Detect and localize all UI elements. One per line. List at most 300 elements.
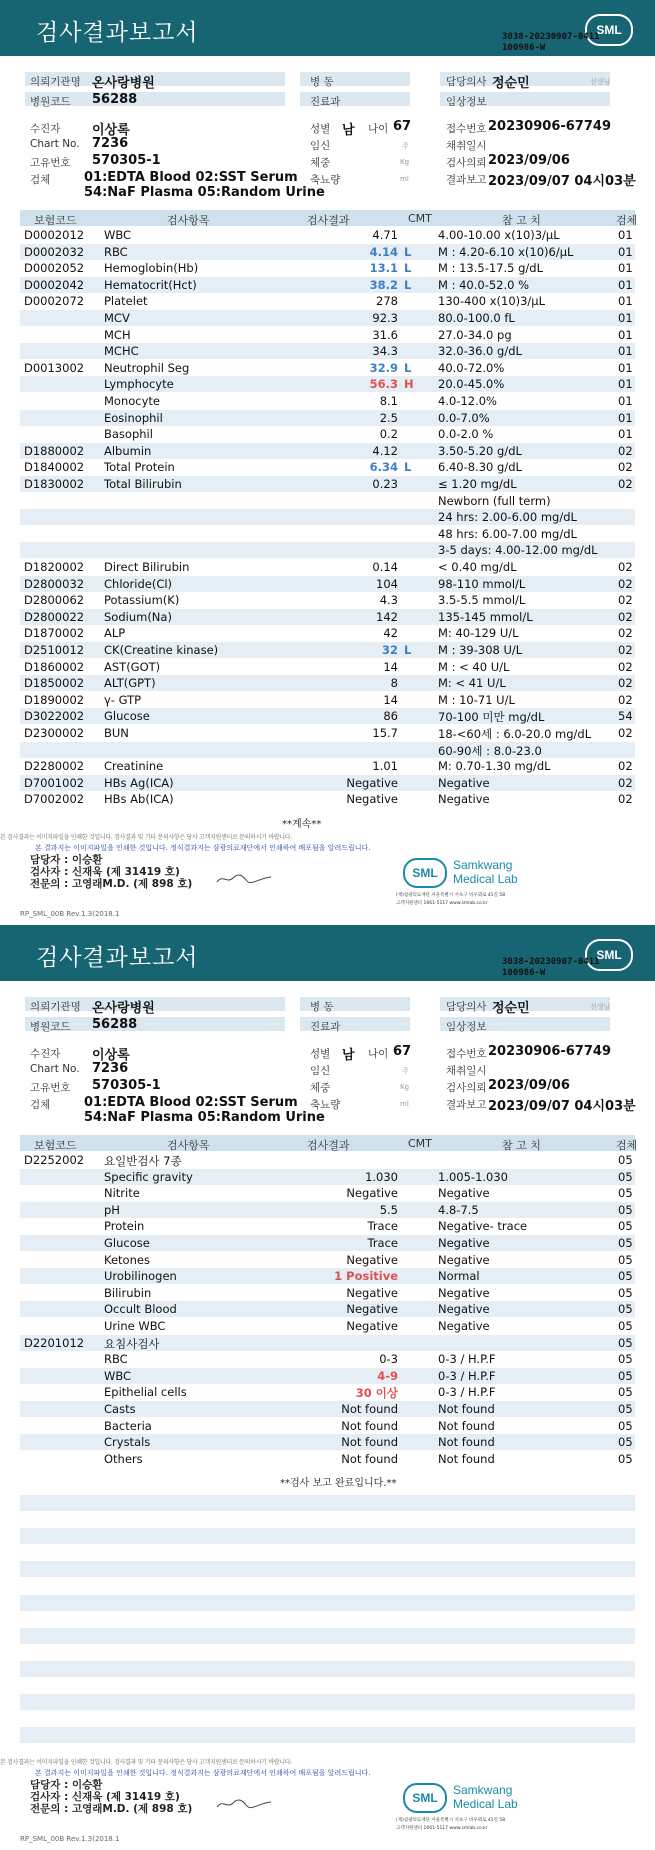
- cell-reference: 0.0-2.0 %: [438, 427, 494, 442]
- table-row: [20, 376, 635, 392]
- tester-line: 검사자 : 신재욱 (제 31419 호): [30, 1791, 180, 1803]
- col-reference-header: 참 고 치: [502, 1139, 541, 1152]
- table-row: [20, 642, 635, 658]
- cell-result: 14: [383, 692, 398, 707]
- cell-item: AST(GOT): [104, 659, 161, 674]
- cell-item: WBC: [104, 228, 132, 242]
- ward-label: 병 동: [310, 76, 334, 88]
- patient-value: 이상록: [92, 1048, 130, 1063]
- cell-result: 278: [376, 294, 398, 309]
- receipt-label: 접수번호: [446, 1048, 487, 1060]
- table-row: [20, 1169, 635, 1185]
- cell-item: Total Bilirubin: [104, 477, 182, 491]
- cell-specimen: 02: [618, 676, 633, 691]
- cell-item: Basophil: [104, 427, 153, 442]
- specialist-line: 전문의 : 고영래M.D. (제 898 호): [30, 878, 193, 890]
- cell-reference: Negative- trace: [438, 1219, 528, 1234]
- cell-specimen: 02: [618, 477, 633, 491]
- cell-result: 8.1: [379, 394, 398, 408]
- cell-reference: Negative: [438, 792, 490, 807]
- footer-notice: 본 결과지는 이미지파일을 인쇄한 것입니다. 정식결과지는 삼광의료재단에서 인쇄하여 배포됨을 알려드립니다.: [35, 1769, 371, 1777]
- cell-item: 요침사검사: [104, 1336, 160, 1351]
- table-row: [20, 659, 635, 675]
- cell-specimen: 05: [618, 1252, 633, 1267]
- col-code-header: 보험코드: [34, 1139, 77, 1152]
- table-row: [20, 343, 635, 359]
- specialist-line: 전문의 : 고영래M.D. (제 898 호): [30, 1803, 193, 1815]
- cell-item: Urobilinogen: [104, 1269, 177, 1284]
- cell-flag: H: [404, 377, 414, 392]
- cell-specimen: 01: [618, 394, 633, 408]
- cell-result: 0-3: [379, 1352, 398, 1367]
- table-row: [20, 1268, 635, 1284]
- cell-result: 38.2: [369, 277, 398, 292]
- empty-row: [20, 1578, 635, 1594]
- sml-logo: SML: [585, 939, 633, 971]
- cell-reference: M : < 40 U/L: [438, 659, 510, 674]
- empty-row: [20, 1512, 635, 1528]
- cell-result: Negative: [346, 1252, 398, 1267]
- cell-item: RBC: [104, 1352, 128, 1367]
- cell-result: Negative: [346, 1319, 398, 1333]
- cell-item: Glucose: [104, 709, 150, 724]
- table-row: [20, 227, 635, 243]
- table-row: [20, 725, 635, 741]
- table-row: [20, 1185, 635, 1201]
- patient-label: 수진자: [30, 1048, 61, 1060]
- cell-item: Potassium(K): [104, 593, 180, 608]
- id-label: 고유번호: [30, 157, 71, 169]
- cell-code: D1870002: [24, 626, 85, 641]
- cell-reference: 80.0-100.0 fL: [438, 311, 515, 325]
- receipt-label: 접수번호: [446, 123, 487, 135]
- sml-brand-logo: SML: [403, 1783, 447, 1813]
- cell-reference: 0.0-7.0%: [438, 410, 490, 425]
- table-row: [20, 1218, 635, 1234]
- urine-unit: ml: [400, 175, 409, 183]
- request-value: 2023/09/06: [488, 1078, 570, 1093]
- table-row: [20, 1451, 635, 1467]
- empty-row: [20, 1495, 635, 1511]
- cell-result: Not found: [341, 1418, 398, 1433]
- cell-specimen: 01: [618, 344, 633, 359]
- table-row: [20, 775, 635, 791]
- empty-row: [20, 1661, 635, 1677]
- cell-code: D0013002: [24, 360, 85, 375]
- cell-code: D2800062: [24, 593, 85, 608]
- sex-value: 남: [342, 1048, 355, 1063]
- id-label: 고유번호: [30, 1082, 71, 1094]
- cell-result: Trace: [367, 1236, 398, 1250]
- cell-item: Lymphocyte: [104, 377, 174, 392]
- col-cmt-header: CMT: [408, 1137, 432, 1150]
- table-row: [20, 277, 635, 293]
- table-row: [20, 393, 635, 409]
- doctor-label: 담당의사: [446, 76, 487, 88]
- table-row: [20, 1301, 635, 1317]
- cell-reference: 3-5 days: 4.00-12.00 mg/dL: [438, 543, 598, 558]
- manager-line: 담당자 : 이승환: [30, 854, 103, 866]
- cell-item: Casts: [104, 1402, 136, 1416]
- institution-value: 온사랑병원: [92, 1001, 155, 1016]
- age-value: 67: [393, 119, 412, 134]
- cell-result: 4.71: [372, 228, 398, 242]
- table-row: [20, 526, 635, 542]
- specimen-label: 검체: [30, 174, 51, 186]
- cell-code: D0002072: [24, 294, 85, 309]
- cell-code: D0002012: [24, 228, 85, 242]
- cell-specimen: 02: [618, 460, 633, 475]
- cell-reference: 60-90세 : 8.0-23.0: [438, 743, 542, 758]
- cell-specimen: 05: [618, 1269, 633, 1284]
- cell-item: Urine WBC: [104, 1319, 166, 1333]
- cell-reference: 27.0-34.0 pg: [438, 327, 512, 342]
- collect-label: 채취일시: [446, 1065, 487, 1077]
- cell-item: Hemoglobin(Hb): [104, 261, 199, 276]
- report-label: 결과보고: [446, 1099, 487, 1111]
- patient-value: 이상록: [92, 123, 130, 138]
- report-title: 검사결과보고서: [36, 945, 199, 971]
- table-row: [20, 310, 635, 326]
- sml-logo: SML: [585, 14, 633, 46]
- institution-label: 의뢰기관명: [30, 76, 81, 88]
- cell-code: D2201012: [24, 1335, 85, 1350]
- cell-result: 32.9: [369, 360, 398, 375]
- table-row: [20, 360, 635, 376]
- cell-result: 4-9: [377, 1368, 398, 1383]
- cell-result: Negative: [346, 775, 398, 790]
- ward-label: 병 동: [310, 1001, 334, 1013]
- cell-item: Monocyte: [104, 394, 160, 408]
- clinical-info-label: 임상정보: [446, 1021, 487, 1033]
- table-row: [20, 1418, 635, 1434]
- specimen-line-1: 01:EDTA Blood 02:SST Serum: [84, 170, 298, 185]
- request-label: 검사의뢰: [446, 1082, 487, 1094]
- table-row: [20, 742, 635, 758]
- brand-name-1: Samkwang: [453, 1783, 513, 1797]
- cell-result: 104: [376, 576, 398, 591]
- cell-item: Direct Bilirubin: [104, 560, 190, 574]
- table-row: [20, 410, 635, 426]
- table-row: [20, 1351, 635, 1367]
- cell-code: D7001002: [24, 775, 85, 790]
- doctor-value: 정순민: [492, 1001, 530, 1016]
- cell-result: 0.2: [379, 427, 398, 442]
- cell-specimen: 01: [618, 261, 633, 276]
- cell-result: 1.030: [365, 1169, 398, 1184]
- cell-result: 6.34: [369, 460, 398, 475]
- cell-specimen: 02: [618, 643, 633, 657]
- report-label: 결과보고: [446, 174, 487, 186]
- cell-specimen: 05: [618, 1302, 633, 1317]
- signature-image: [215, 1797, 275, 1811]
- brand-name-2: Medical Lab: [453, 872, 518, 886]
- chart-value: 7236: [92, 1061, 129, 1076]
- cell-reference: M : 13.5-17.5 g/dL: [438, 261, 544, 276]
- table-row: [20, 625, 635, 641]
- cell-specimen: 02: [618, 609, 633, 624]
- cell-item: Protein: [104, 1219, 145, 1234]
- hospital-code-value: 56288: [92, 1017, 138, 1032]
- cell-result: Not found: [341, 1435, 398, 1450]
- dept-label: 진료과: [310, 1021, 341, 1033]
- cell-code: D3022002: [24, 709, 85, 724]
- result-table-header: [20, 210, 638, 227]
- cell-flag: L: [404, 360, 412, 375]
- hospital-code-label: 병원코드: [30, 1021, 71, 1033]
- table-row: [20, 675, 635, 691]
- cell-reference: < 0.40 mg/dL: [438, 560, 517, 574]
- cell-specimen: 02: [618, 626, 633, 641]
- cell-reference: 98-110 mmol/L: [438, 576, 526, 591]
- empty-row: [20, 1644, 635, 1660]
- chart-value: 7236: [92, 136, 129, 151]
- report-value: 2023/09/07 04시03분: [488, 174, 636, 189]
- cell-item: ALP: [104, 626, 126, 641]
- cell-specimen: 05: [618, 1319, 633, 1333]
- cell-reference: Newborn (full term): [438, 493, 551, 508]
- urine-label: 축뇨량: [310, 174, 341, 186]
- cell-specimen: 05: [618, 1352, 633, 1367]
- empty-row: [20, 1694, 635, 1710]
- cell-item: Platelet: [104, 294, 148, 309]
- cell-code: D1880002: [24, 443, 85, 458]
- brand-name-2: Medical Lab: [453, 1797, 518, 1811]
- table-row: [20, 559, 635, 575]
- specimen-line-1: 01:EDTA Blood 02:SST Serum: [84, 1095, 298, 1110]
- cell-reference: M : 10-71 U/L: [438, 692, 515, 707]
- cell-code: D7002002: [24, 792, 85, 807]
- cell-reference: 18-<60세 : 6.0-20.0 mg/dL: [438, 727, 592, 741]
- manager-line: 담당자 : 이승환: [30, 1779, 103, 1791]
- doctor-suffix: 선생님: [590, 78, 611, 86]
- chart-label: Chart No.: [30, 138, 80, 150]
- cell-reference: M: 0.70-1.30 mg/dL: [438, 759, 551, 774]
- cell-specimen: 01: [618, 360, 633, 375]
- col-result-header: 검사결과: [307, 1139, 350, 1152]
- col-reference-header: 참 고 치: [502, 214, 541, 227]
- cell-item: RBC: [104, 244, 128, 259]
- specimen-label: 검체: [30, 1099, 51, 1111]
- cell-result: Trace: [367, 1219, 398, 1234]
- table-row: [20, 1252, 635, 1268]
- cell-item: Bacteria: [104, 1418, 152, 1433]
- weight-label: 체중: [310, 157, 331, 169]
- cell-result: Not found: [341, 1451, 398, 1466]
- form-revision: RP_SML_00B Rev.1.3(2018.1: [20, 910, 120, 918]
- col-code-header: 보험코드: [34, 214, 77, 227]
- cell-result: 0.14: [372, 560, 398, 574]
- dept-label: 진료과: [310, 96, 341, 108]
- cell-specimen: 05: [618, 1153, 633, 1167]
- cell-flag: L: [404, 460, 412, 475]
- cell-item: Occult Blood: [104, 1302, 177, 1317]
- cell-reference: 0-3 / H.P.F: [438, 1352, 496, 1367]
- cell-reference: 130-400 x(10)3/μL: [438, 294, 546, 309]
- cell-specimen: 54: [618, 709, 633, 724]
- cell-result: Negative: [346, 1302, 398, 1317]
- report-complete-note: **검사 보고 완료입니다.**: [280, 1478, 397, 1489]
- cell-item: Bilirubin: [104, 1285, 152, 1300]
- table-row: [20, 1368, 635, 1384]
- result-table-header: [20, 1135, 638, 1152]
- cell-item: Total Protein: [104, 460, 175, 475]
- footer-notice-tiny: 본 검사결과는 이미지파일을 인쇄한 것입니다. 검사결과 및 기타 문의사항은 당사 고객지원센터로 문의하시기 바랍니다.: [0, 834, 292, 841]
- pregnancy-unit: 주: [402, 1067, 409, 1075]
- cell-result: 32: [381, 643, 398, 657]
- cell-reference: 6.40-8.30 g/dL: [438, 460, 522, 475]
- sex-label: 성별: [310, 1048, 331, 1060]
- cell-specimen: 02: [618, 692, 633, 707]
- cell-item: Others: [104, 1451, 143, 1466]
- cell-reference: 4.00-10.00 x(10)3/μL: [438, 228, 560, 242]
- cell-item: Eosinophil: [104, 410, 163, 425]
- cell-reference: Negative: [438, 1285, 490, 1300]
- cell-reference: Normal: [438, 1269, 480, 1284]
- cell-reference: 3.5-5.5 mmol/L: [438, 593, 526, 608]
- cell-result: 92.3: [372, 311, 398, 325]
- cell-specimen: 02: [618, 593, 633, 608]
- cell-result: 34.3: [372, 344, 398, 359]
- table-row: [20, 1434, 635, 1450]
- sml-brand-logo: SML: [403, 858, 447, 888]
- brand-contact: 고객지원센터 1661-5117 www.smlab.co.kr: [396, 1826, 488, 1831]
- cell-specimen: 01: [618, 410, 633, 425]
- cell-result: 4.3: [379, 593, 398, 608]
- cell-reference: M : 39-308 U/L: [438, 643, 523, 657]
- cell-result: 86: [383, 709, 398, 724]
- report-page-2: [0, 925, 655, 1850]
- cell-specimen: 02: [618, 576, 633, 591]
- empty-row: [20, 1711, 635, 1727]
- doctor-suffix: 선생님: [590, 1003, 611, 1011]
- cell-reference: 32.0-36.0 g/dL: [438, 344, 522, 359]
- table-row: [20, 1202, 635, 1218]
- table-row: [20, 609, 635, 625]
- cell-reference: Not found: [438, 1418, 495, 1433]
- cell-item: 요일반검사 7종: [104, 1154, 182, 1168]
- cell-reference: 4.0-12.0%: [438, 394, 497, 408]
- cell-specimen: 05: [618, 1236, 633, 1250]
- cell-reference: M: 40-129 U/L: [438, 626, 519, 641]
- id-value: 570305-1: [92, 153, 161, 168]
- cell-result: 1.01: [372, 759, 398, 774]
- cell-item: ALT(GPT): [104, 676, 156, 691]
- cell-item: HBs Ag(ICA): [104, 775, 174, 790]
- cell-specimen: 02: [618, 792, 633, 807]
- empty-row: [20, 1545, 635, 1561]
- cell-reference: Not found: [438, 1435, 495, 1450]
- cell-reference: 24 hrs: 2.00-6.00 mg/dL: [438, 510, 577, 525]
- sex-value: 남: [342, 123, 355, 138]
- cell-specimen: 05: [618, 1368, 633, 1383]
- id-value: 570305-1: [92, 1078, 161, 1093]
- cell-item: HBs Ab(ICA): [104, 792, 174, 807]
- cell-code: D0002052: [24, 261, 85, 276]
- table-row: [20, 708, 635, 724]
- cell-reference: 40.0-72.0%: [438, 360, 505, 375]
- cell-reference: 4.8-7.5: [438, 1202, 479, 1217]
- cell-specimen: 02: [618, 659, 633, 674]
- col-item-header: 검사항목: [167, 214, 210, 227]
- cell-code: D2510012: [24, 643, 85, 657]
- cell-specimen: 05: [618, 1435, 633, 1450]
- cell-item: MCV: [104, 311, 130, 325]
- table-row: [20, 443, 635, 459]
- cell-flag: L: [404, 277, 412, 292]
- cell-item: Sodium(Na): [104, 609, 172, 624]
- cell-code: D2252002: [24, 1153, 85, 1167]
- brand-contact: 고객지원센터 1661-5117 www.smlab.co.kr: [396, 901, 488, 906]
- cell-specimen: 01: [618, 377, 633, 392]
- cell-result: 15.7: [372, 726, 398, 740]
- cell-code: D0002042: [24, 277, 85, 292]
- cell-specimen: 05: [618, 1451, 633, 1466]
- cell-result: 4.14: [369, 244, 398, 259]
- table-row: [20, 1235, 635, 1251]
- request-label: 검사의뢰: [446, 157, 487, 169]
- col-specimen-header: 검체: [616, 1139, 638, 1152]
- report-title: 검사결과보고서: [36, 20, 199, 46]
- cell-item: MCHC: [104, 344, 139, 359]
- weight-unit: Kg: [400, 158, 410, 166]
- table-row: [20, 476, 635, 492]
- col-cmt-header: CMT: [408, 212, 432, 225]
- col-specimen-header: 검체: [616, 214, 638, 227]
- cell-reference: 20.0-45.0%: [438, 377, 505, 392]
- pregnancy-label: 임신: [310, 140, 331, 152]
- cell-item: Chloride(Cl): [104, 576, 173, 591]
- weight-label: 체중: [310, 1082, 331, 1094]
- hospital-code-value: 56288: [92, 92, 138, 107]
- cell-item: γ- GTP: [104, 692, 142, 707]
- cell-specimen: 05: [618, 1402, 633, 1416]
- cell-reference: Negative: [438, 1186, 490, 1201]
- cell-specimen: 05: [618, 1285, 633, 1300]
- cell-specimen: 05: [618, 1385, 633, 1400]
- age-value: 67: [393, 1044, 412, 1059]
- table-row: [20, 1152, 635, 1168]
- cell-result: Negative: [346, 1186, 398, 1201]
- brand-address: (재)삼광의료재단 서울특별시 서초구 바우뫼로 41길 58: [396, 1818, 506, 1823]
- document-number: 3038-20230907-0411 100986-W: [502, 957, 600, 978]
- table-row: [20, 1285, 635, 1301]
- receipt-value: 20230906-67749: [488, 1044, 611, 1059]
- cell-code: D1860002: [24, 659, 85, 674]
- table-row: [20, 1335, 635, 1351]
- weight-unit: Kg: [400, 1083, 410, 1091]
- cell-item: Nitrite: [104, 1186, 140, 1201]
- cell-specimen: 05: [618, 1219, 633, 1234]
- cell-reference: 1.005-1.030: [438, 1169, 508, 1184]
- cell-specimen: 05: [618, 1169, 633, 1184]
- cell-specimen: 02: [618, 443, 633, 458]
- table-row: [20, 509, 635, 525]
- cell-code: D2800032: [24, 576, 85, 591]
- continued-note: **계속**: [282, 819, 322, 830]
- cell-item: Creatinine: [104, 759, 164, 774]
- cell-specimen: 01: [618, 427, 633, 442]
- table-row: [20, 327, 635, 343]
- cell-reference: M : 40.0-52.0 %: [438, 277, 530, 292]
- cell-item: BUN: [104, 726, 129, 740]
- empty-row: [20, 1727, 635, 1743]
- cell-specimen: 01: [618, 327, 633, 342]
- cell-specimen: 02: [618, 726, 633, 740]
- cell-item: Specific gravity: [104, 1169, 193, 1184]
- cell-result: 13.1: [369, 261, 398, 276]
- cell-item: MCH: [104, 327, 131, 342]
